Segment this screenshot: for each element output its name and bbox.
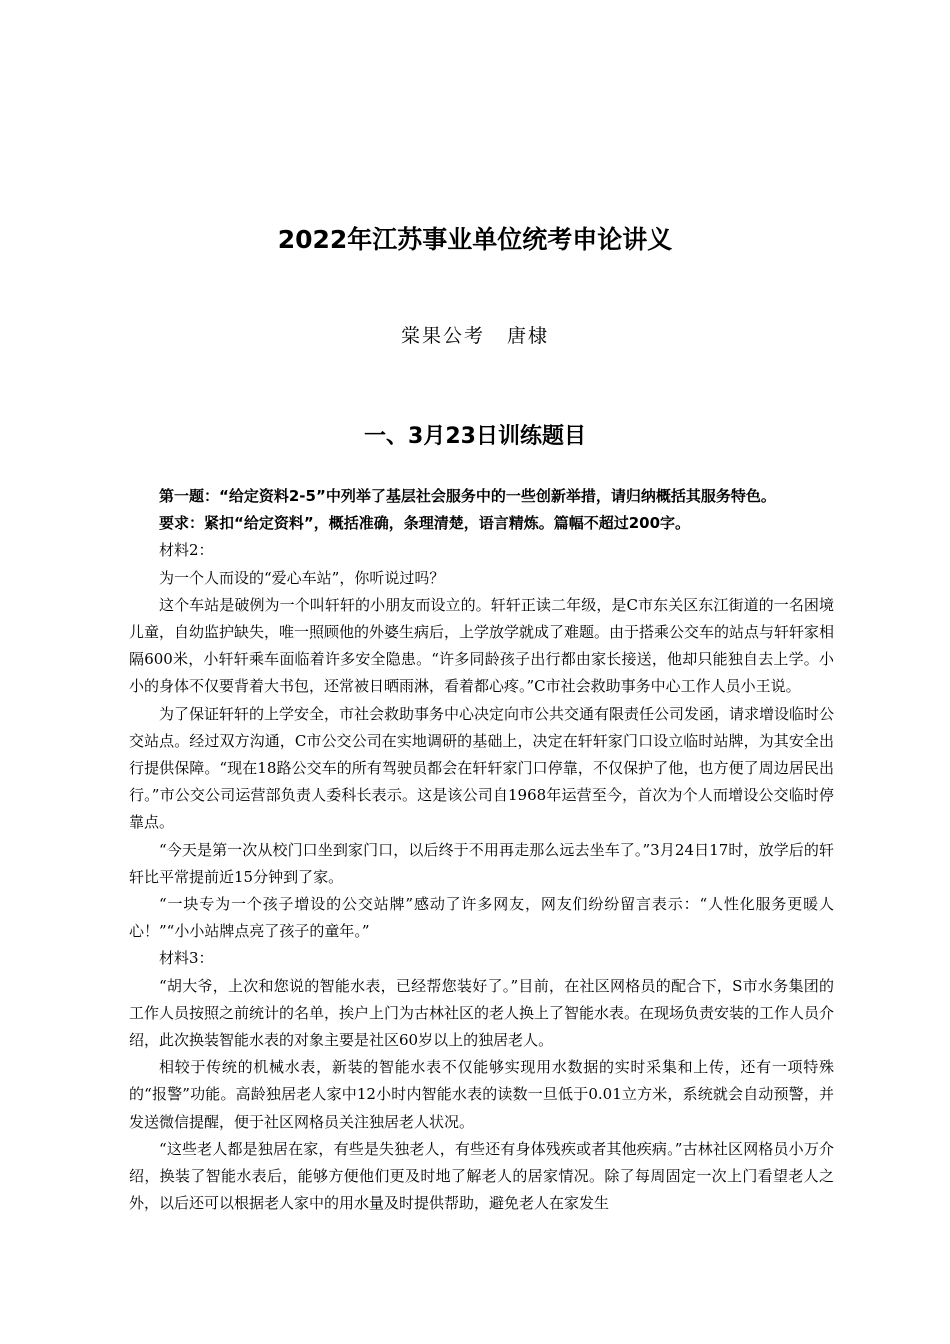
paragraph: 这个车站是破例为一个叫轩轩的小朋友而设立的。轩轩正读二年级，是C市东关区东江街道的一名困境儿童，自幼监护缺失，唯一照顾他的外婆生病后，上学放学就成了难题。由于搭乘公交车的站点与轩轩家相隔600米，小轩轩乘车面临着许多安全隐患。“许多同龄孩子出行都由家长接送，他却只能独自去上学。小小的身体不仅要背着大书包，还常被日晒雨淋，看着都心疼。”C市社会救助事务中心工作人员小王说。: [129, 595, 835, 696]
author-line: [0, 322, 950, 350]
document-title: 2022年江苏事业单位统考申论讲义: [277, 225, 673, 254]
paragraph: 为了保证轩轩的上学安全，市社会救助事务中心决定向市公共交通有限责任公司发函，请求增设临时公交站点。经过双方沟通，C市公交公司在实地调研的基础上，决定在轩轩家门口设立临时站牌，为其安全出行提供保障。“现在18路公交车的所有驾驶员都会在轩轩家门口停靠，不仅保护了他，也方便了周边居民出行。”市公交公司运营部负责人委科长表示。这是该公司自1968年运营至今，首次为个人而增设公交临时停靠点。: [129, 704, 835, 832]
document-body: [129, 483, 834, 1217]
paragraph: “今天是第一次从校门口坐到家门口，以后终于不用再走那么远去坐车了。”3月24日17时，放学后的轩轩比平常提前近15分钟到了家。: [129, 840, 834, 886]
organization-name: 棠果公考: [400, 325, 485, 347]
author-name: 唐棣: [507, 325, 550, 347]
question-text: 第一题：“给定资料2-5”中列举了基层社会服务中的一些创新举措，请归纳概括其服务特色。: [159, 487, 776, 505]
paragraph: 为一个人而设的“爱心车站”，你听说过吗？: [159, 568, 445, 587]
section-heading: 一、3月23日训练题目: [364, 424, 586, 449]
requirement-text: 要求：紧扣“给定资料”，概括准确，条理清楚，语言精炼。篇幅不超过200字。: [159, 514, 691, 533]
material-3-label: 材料3：: [159, 949, 214, 968]
paragraph: “一块专为一个孩子增设的公交站牌”感动了许多网友，网友们纷纷留言表示：“人性化服务更暖人心！”“小小站牌点亮了孩子的童年。”: [129, 895, 834, 941]
material-2-label: 材料2：: [159, 541, 214, 560]
paragraph: 相较于传统的机械水表，新装的智能水表不仅能够实现用水数据的实时采集和上传，还有一项特殊的“报警”功能。高龄独居老人家中12小时内智能水表的读数一旦低于0.01立方米，系统就会自动预警，并发送微信提醒，便于社区网格员关注独居老人状况。: [129, 1058, 834, 1131]
paragraph: “这些老人都是独居在家，有些是失独老人，有些还有身体残疾或者其他疾病。”古林社区网格员小万介绍，换装了智能水表后，能够方便他们更及时地了解老人的居家情况。除了每周固定一次上门看望老人之外，以后还可以根据老人家中的用水量及时提供帮助，避免老人在家发生: [129, 1139, 834, 1213]
paragraph: “胡大爷，上次和您说的智能水表，已经帮您装好了。”目前，在社区网格员的配合下，S市水务集团的工作人员按照之前统计的名单，挨户上门为古林社区的老人换上了智能水表。在现场负责安装的工作人员介绍，此次换装智能水表的对象主要是社区60岁以上的独居老人。: [129, 976, 835, 1050]
